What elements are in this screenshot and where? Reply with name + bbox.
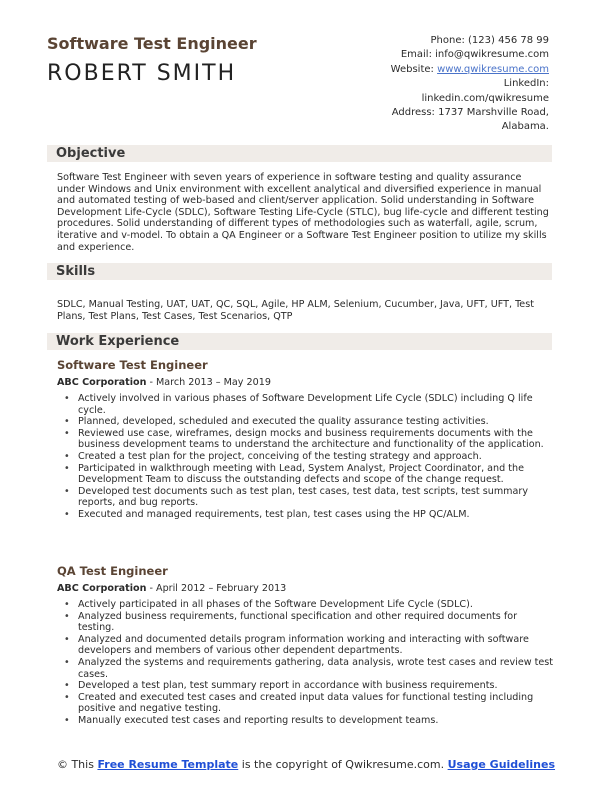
free-resume-template-link[interactable]: Free Resume Template <box>97 758 239 771</box>
resume-header <box>47 34 567 134</box>
list-item: • Actively involved in various phases of Software Development Life Cycle (SDLC) including Q life cycle. <box>64 393 554 416</box>
website <box>309 63 549 77</box>
job-bullets <box>64 599 554 727</box>
website-link[interactable]: www.qwikresume.com <box>437 63 549 75</box>
list-item: • Created a test plan for the project, conceiving of the testing strategy and approach. <box>64 451 554 463</box>
usage-guidelines-link[interactable]: Usage Guidelines <box>447 758 556 771</box>
candidate-name: ROBERT SMITH <box>47 61 237 86</box>
list-item: • Created and executed test cases and created input data values for functional testing including positive and negative testing. <box>64 692 554 715</box>
job-dates: - March 2013 – May 2019 <box>146 377 271 388</box>
job-company: ABC Corporation <box>57 377 147 388</box>
objective-heading-bar <box>47 145 552 162</box>
copyright-footer <box>0 758 612 772</box>
website-label: Website: <box>390 63 438 75</box>
job-company: ABC Corporation <box>57 583 147 594</box>
job-company-line <box>57 583 286 594</box>
work-heading: Work Experience <box>56 334 180 349</box>
job-role: Software Test Engineer <box>57 358 208 372</box>
job-role: QA Test Engineer <box>57 564 168 578</box>
footer-prefix: © This <box>56 758 98 771</box>
list-item: • Analyzed the systems and requirements gathering, data analysis, wrote test cases and review test cases. <box>64 657 554 680</box>
list-item: • Executed and managed requirements, test plan, test cases using the HP QC/ALM. <box>64 509 554 521</box>
skills-text: SDLC, Manual Testing, UAT, UAT, QC, SQL, Agile, HP ALM, Selenium, Cucumber, Java, UFT, UFT, Test Plans, Test Plans, Test Cases, Test Scenarios, QTP <box>57 299 534 322</box>
job-company-line <box>57 377 271 388</box>
contact-block <box>309 34 549 135</box>
objective-text: Software Test Engineer with seven years of experience in software testing and quality assurance under Windows and Unix environment with excellent analytical and diversified experience in manual and automated testing of web-based and client/server application. Solid understanding in Software Development Life-Cycle (SDLC), Software Testing Life-Cycle (STLC), bug life-cycle and different testing procedures. Solid understanding of different types of methodologies such as waterfall, agile, scrum, iterative and v-model. To obtain a QA Engineer or a Software Test Engineer position to utilize my skills and experience. <box>57 172 549 253</box>
list-item: • Developed test documents such as test plan, test cases, test data, test scripts, test summary reports, and bug reports. <box>64 486 554 509</box>
list-item: • Participated in walkthrough meeting with Lead, System Analyst, Project Coordinator, and the Development Team to discuss the outstanding defects and scope of the change request. <box>64 463 554 486</box>
objective-heading: Objective <box>56 146 126 161</box>
skills-heading: Skills <box>56 264 96 279</box>
list-item: • Reviewed use case, wireframes, design mocks and business requirements documents with the business development teams to understand the architecture and functionality of the application. <box>64 428 554 451</box>
work-heading-bar <box>47 333 552 350</box>
address-line2: Alabama. <box>501 121 549 133</box>
list-item: • Planned, developed, scheduled and executed the quality assurance testing activities. <box>64 416 554 428</box>
list-item: • Manually executed test cases and reporting results to development teams. <box>64 715 554 727</box>
footer-middle: is the copyright of Qwikresume.com. <box>238 758 448 771</box>
linkedin-label: LinkedIn: <box>503 78 549 90</box>
list-item: • Developed a test plan, test summary report in accordance with business requirements. <box>64 680 554 692</box>
linkedin-url: linkedin.com/qwikresume <box>421 92 549 104</box>
address-line1: Address: 1737 Marshville Road, <box>391 107 549 119</box>
list-item: • Analyzed and documented details program information working and interacting with software developers and members of various other dependent departments. <box>64 634 554 657</box>
job-dates: - April 2012 – February 2013 <box>146 583 287 594</box>
skills-heading-bar <box>47 263 552 280</box>
list-item: • Analyzed business requirements, functional specification and other required documents for testing. <box>64 611 554 634</box>
job-bullets <box>64 393 554 521</box>
phone: Phone: (123) 456 78 99 <box>430 35 549 46</box>
job-title: Software Test Engineer <box>47 34 257 53</box>
email: Email: info@qwikresume.com <box>400 49 549 61</box>
list-item: • Actively participated in all phases of the Software Development Life Cycle (SDLC). <box>64 599 554 611</box>
